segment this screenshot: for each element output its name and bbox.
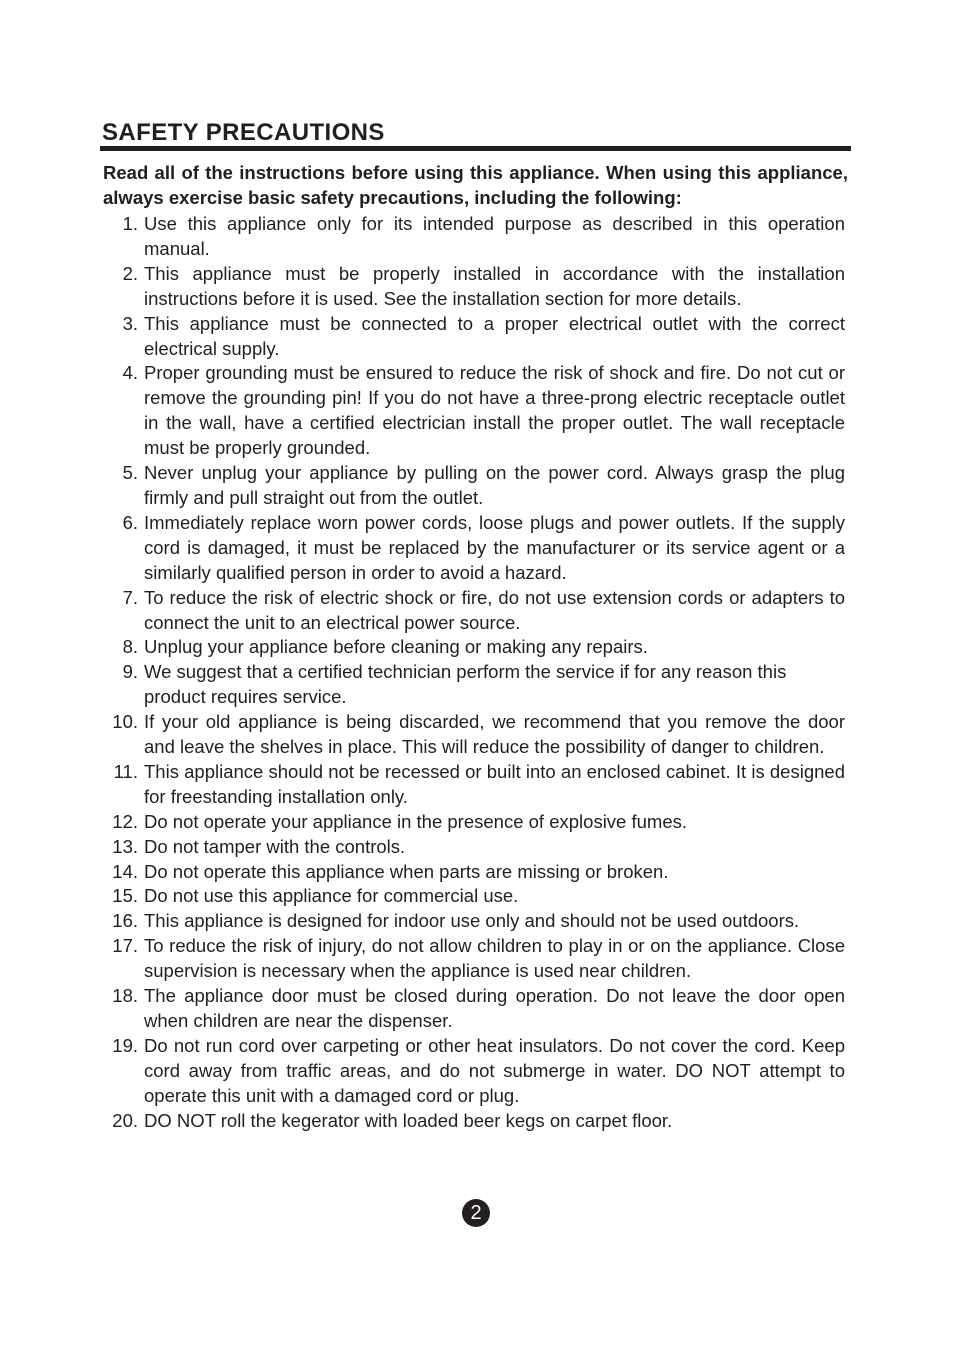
item-number: 9. <box>122 661 138 683</box>
item-number: 17. <box>112 935 138 957</box>
item-text: If your old appliance is being discarded, we recommend that you remove the door and leave the shelves in place. This will reduce the possibility of danger to children. <box>144 711 845 758</box>
item-text: This appliance should not be recessed or built into an enclosed cabinet. It is designed for freestanding installation only. <box>144 760 845 807</box>
list-item <box>100 860 845 885</box>
item-number: 19. <box>112 1034 138 1056</box>
item-number: 10. <box>112 711 138 733</box>
item-number: 20. <box>112 1109 138 1131</box>
list-item <box>100 810 845 835</box>
safety-list <box>100 212 845 1134</box>
item-number: 11. <box>113 760 138 782</box>
list-item <box>100 835 845 860</box>
item-number: 18. <box>112 985 138 1007</box>
item-number: 1. <box>122 213 138 234</box>
item-text: This appliance must be properly installed in accordance with the installation instructions before it is used. See the installation section for more details. <box>144 262 845 309</box>
item-number: 6. <box>122 511 138 533</box>
list-item <box>100 710 845 760</box>
item-number: 12. <box>112 810 138 832</box>
item-number: 13. <box>112 835 138 857</box>
item-text: The appliance door must be closed during operation. Do not leave the door open when children are near the dispenser. <box>144 985 845 1031</box>
list-item <box>100 884 845 909</box>
item-number: 2. <box>122 262 138 284</box>
item-text: DO NOT roll the kegerator with loaded beer kegs on carpet floor. <box>144 1109 673 1131</box>
item-number: 14. <box>112 860 138 882</box>
list-item <box>100 1109 845 1134</box>
item-text: To reduce the risk of electric shock or fire, do not use extension cords or adapters to connect the unit to an electrical power source. <box>144 586 845 633</box>
title-rule <box>100 146 851 151</box>
list-item <box>100 635 845 660</box>
list-item <box>100 934 845 984</box>
list-item <box>100 984 845 1034</box>
item-text: Do not run cord over carpeting or other heat insulators. Do not cover the cord. Keep cord away from traffic areas, and do not submerge in water. DO NOT attempt to operate this unit with a damaged cord or plug. <box>144 1034 845 1106</box>
list-item <box>100 361 845 461</box>
list-item <box>100 760 845 810</box>
list-item <box>100 312 845 362</box>
item-number: 3. <box>122 312 138 334</box>
item-text: Do not tamper with the controls. <box>144 835 406 857</box>
item-text: Do not operate this appliance when parts are missing or broken. <box>144 860 669 882</box>
item-text: Use this appliance only for its intended purpose as described in this operation manual. <box>144 213 845 259</box>
item-text: Do not use this appliance for commercial use. <box>144 885 519 907</box>
item-text: This appliance must be connected to a proper electrical outlet with the correct electrical supply. <box>144 312 845 359</box>
item-text: This appliance is designed for indoor use only and should not be used outdoors. <box>144 910 800 932</box>
list-item <box>100 461 845 511</box>
list-item <box>100 212 845 262</box>
item-text: To reduce the risk of injury, do not allow children to play in or on the appliance. Close supervision is necessary when the appliance is used near children. <box>144 935 845 982</box>
list-item <box>100 1034 845 1109</box>
item-text: Never unplug your appliance by pulling on the power cord. Always grasp the plug firmly and pull straight out from the outlet. <box>144 462 845 508</box>
item-number: 4. <box>122 362 138 384</box>
item-number: 5. <box>122 462 138 484</box>
list-item <box>100 511 845 586</box>
list-item <box>100 262 845 312</box>
page-title: SAFETY PRECAUTIONS <box>102 119 385 146</box>
item-text: Unplug your appliance before cleaning or making any repairs. <box>144 636 648 658</box>
item-text: We suggest that a certified technician perform the service if for any reason this product requires service. <box>144 661 787 708</box>
page-number-badge: 2 <box>462 1199 490 1227</box>
item-number: 15. <box>112 885 138 907</box>
list-item <box>100 586 845 636</box>
item-number: 16. <box>112 910 138 932</box>
item-text: Immediately replace worn power cords, loose plugs and power outlets. If the supply cord is damaged, it must be replaced by the manufacturer or its service agent or a similarly qualified person in order to avoid a hazard. <box>144 511 845 583</box>
item-number: 8. <box>122 636 138 658</box>
item-text: Do not operate your appliance in the presence of explosive fumes. <box>144 810 687 832</box>
list-item <box>100 660 845 710</box>
list-item <box>100 909 845 934</box>
item-text: Proper grounding must be ensured to reduce the risk of shock and fire. Do not cut or remove the grounding pin! If you do not have a three-prong electric receptacle outlet in the wall, have a certified electrician install the proper outlet. The wall receptacle must be properly grounded. <box>144 362 845 459</box>
item-number: 7. <box>122 586 138 608</box>
intro-paragraph: Read all of the instructions before using this appliance. When using this appliance, always exercise basic safety precautions, including the following: <box>103 162 848 208</box>
